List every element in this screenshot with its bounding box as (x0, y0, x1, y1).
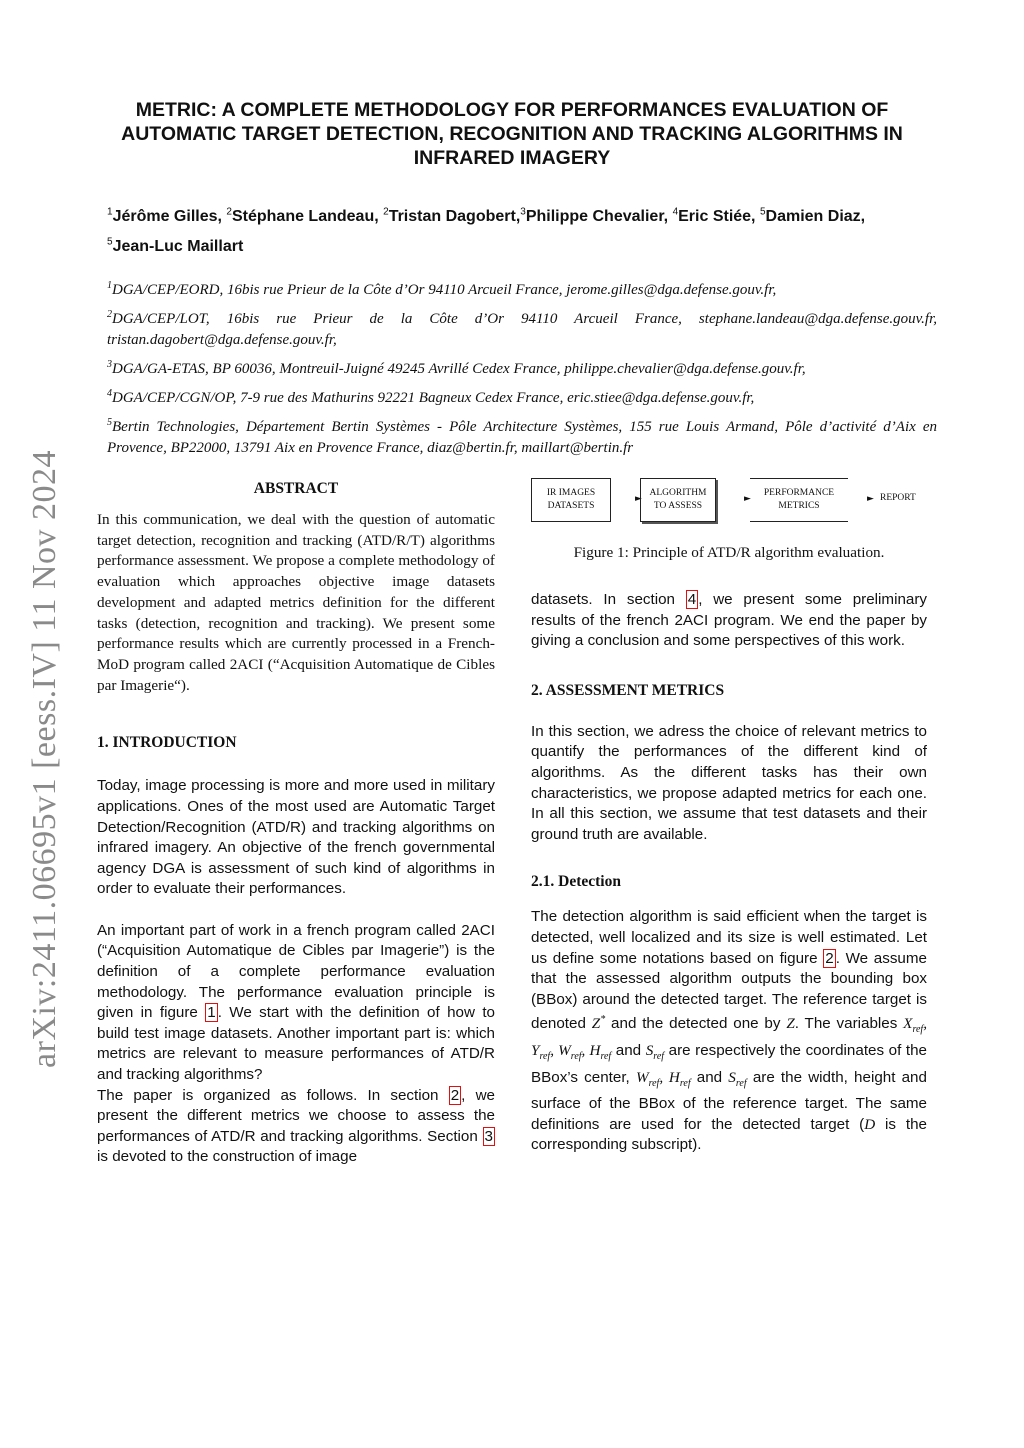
body-paragraph: The detection algorithm is said efficient when the target is detected, well localized and its size is well estimated. Let us define some notations based on figure 2 . We assume that the assessed algorithm outputs the bounding box (BBox) around the detected target. The reference target is denoted Z* and the detected one by Z. The variables $X_{ref}$, $Y_{ref}$, $W_{ref}$, $H_{ref}$ and $S_{ref}$ are respectively the coordinates of the BBox’s center, $W_{ref}$, $H_{ref}$ and $S_{ref}$ are the width, height and surface of the BBox of the reference target. The same definitions are used for the detected target (D is the corresponding subscript). (531, 908, 927, 1154)
math-symbol: D (864, 1115, 876, 1133)
section-reference-link[interactable]: 4 (687, 591, 697, 608)
author: $^2$Tristan Dagobert, (383, 207, 521, 226)
arrow-right-icon: ► (635, 494, 642, 504)
section-reference-link[interactable]: 2 (450, 1086, 460, 1104)
diagram-output-report: REPORT (880, 493, 916, 503)
figure-1-diagram (531, 474, 931, 526)
author: $^4$Eric Stiée, (672, 207, 756, 226)
author: $^5$Jean-Luc Maillart (107, 236, 244, 255)
math-symbol: Z (786, 1015, 795, 1033)
diagram-box-metrics: PERFORMANCE METRICS (750, 478, 848, 522)
diagram-box-datasets: IR IMAGES DATASETS (531, 478, 611, 522)
math-symbol: $S_{ref}$ (645, 1042, 665, 1063)
math-symbol: $S_{ref}$ (728, 1068, 747, 1089)
figure-1-caption: Figure 1: Principle of ATD/R algorithm evaluation. (573, 544, 885, 561)
body-paragraph: datasets. In section 4 , we present some preliminary results of the french 2ACI program. We end the paper by giving a conclusion and some perspectives of this work. (531, 591, 927, 650)
affiliation: $^3$DGA/GA-ETAS, BP 60036, Montreuil-Juigné 49245 Avrillé Cedex France, philippe.chevalier@dga.defense.gouv.fr, (107, 359, 806, 377)
intro-paragraph: Today, image processing is more and more used in military applications. Ones of the most used are Automatic Target Detection/Recognition (ATD/R) and tracking algorithms on infrared imagery. An objective of the french governmental agency DGA is assessment of such kind of algorithms in order to evaluate their performances. (97, 777, 495, 898)
section-heading-introduction: 1. INTRODUCTION (97, 734, 237, 752)
abstract-text: In this communication, we deal with the question of automatic target detection, recognition and tracking (ATD/R/T) algorithms performance assessment. We propose a complete methodology of evaluation which approaches objective image datasets development and adapted metrics definition for the different tasks (detection, recognition and tracking). We present some performance results which are currently processed in a French-MoD program called 2ACI (“Acquisition Automatique de Cibles par Imagerie“). (97, 511, 495, 694)
arrow-right-icon: ► (867, 494, 874, 504)
author-list (107, 200, 947, 259)
affiliation: $^5$Bertin Technologies, Département Bertin Systèmes - Pôle Architecture Systèmes, 155 rue Louis Armand, Pôle d’activité d’Aix en Provence, BP22000, 13791 Aix en Provence France, diaz@bertin.fr, maillart@bertin.fr (107, 417, 937, 456)
affiliation: $^4$DGA/CEP/CGN/OP, 7-9 rue des Mathurins 92221 Bagneux Cedex France, eric.stiee@dga.defense.gouv.fr, (107, 388, 755, 406)
math-symbol: $W_{ref}$, $H_{ref}$ (635, 1068, 691, 1089)
affiliation: $^2$DGA/CEP/LOT, 16bis rue Prieur de la Côte d’Or 94110 Arcueil France, stephane.landeau@dga.defense.gouv.fr, tristan.dagobert@dga.defense.gouv.fr, (107, 309, 937, 348)
author: $^1$Jérôme Gilles, (107, 207, 222, 226)
left-column (97, 478, 495, 1168)
title-line: AUTOMATIC TARGET DETECTION, RECOGNITION AND TRACKING ALGORITHMS IN (121, 123, 903, 145)
intro-paragraph: An important part of work in a french program called 2ACI (“Acquisition Automatique de Cibles par Imagerie”) is the definition of a complete performance evaluation methodology. The performance evaluation principle is given in figure 1 . We start with the definition of how to build test image datasets. Another important part is: which metrics are relevant to measure performances of ATD/R and tracking algorithms? (97, 921, 495, 1084)
right-column (531, 474, 927, 1156)
affiliation-list (107, 275, 937, 462)
author: $^5$Damien Diaz, (759, 207, 866, 226)
math-symbol: Z* (591, 1014, 606, 1033)
title-line: INFRARED IMAGERY (413, 147, 611, 169)
section-heading-assessment-metrics: 2. ASSESSMENT METRICS (531, 681, 725, 699)
figure-reference-link[interactable]: 2 (825, 949, 834, 967)
section-reference-link[interactable]: 3 (484, 1127, 493, 1145)
title-line: METRIC: A COMPLETE METHODOLOGY FOR PERFORMANCES EVALUATION OF (135, 99, 889, 121)
author: $^2$Stéphane Landeau, (226, 207, 379, 226)
arrow-right-icon: ► (744, 494, 751, 504)
arxiv-identifier[interactable]: arXiv:2411.06695v1 [eess.IV] 11 Nov 2024 (26, 449, 63, 1068)
intro-paragraph: The paper is organized as follows. In section 2 , we present the different metrics we choose to assess the performances of ATD/R and tracking algorithms. Section 3 is devoted to the construction of image (97, 1086, 495, 1166)
math-symbol: $X_{ref}$, $Y_{ref}$, $W_{ref}$, $H_{ref}$ (531, 1015, 927, 1063)
abstract-heading: ABSTRACT (253, 480, 339, 497)
affiliation: $^1$DGA/CEP/EORD, 16bis rue Prieur de la Côte d’Or 94110 Arcueil France, jerome.gilles@dga.defense.gouv.fr, (107, 280, 777, 298)
body-paragraph: In this section, we adress the choice of relevant metrics to quantify the performances of the different kind of algorithms. As the different tasks has their own characteristics, we propose adapted metrics for each one. In all this section, we assume that test datasets and their ground truth are available. (531, 722, 927, 843)
diagram-box-algorithm: ALGORITHM TO ASSESS (640, 478, 716, 522)
figure-reference-link[interactable]: 1 (207, 1004, 216, 1022)
paper-title (96, 98, 928, 170)
subsection-heading-detection: 2.1. Detection (531, 873, 621, 891)
author: $^3$Philippe Chevalier, (520, 207, 669, 226)
